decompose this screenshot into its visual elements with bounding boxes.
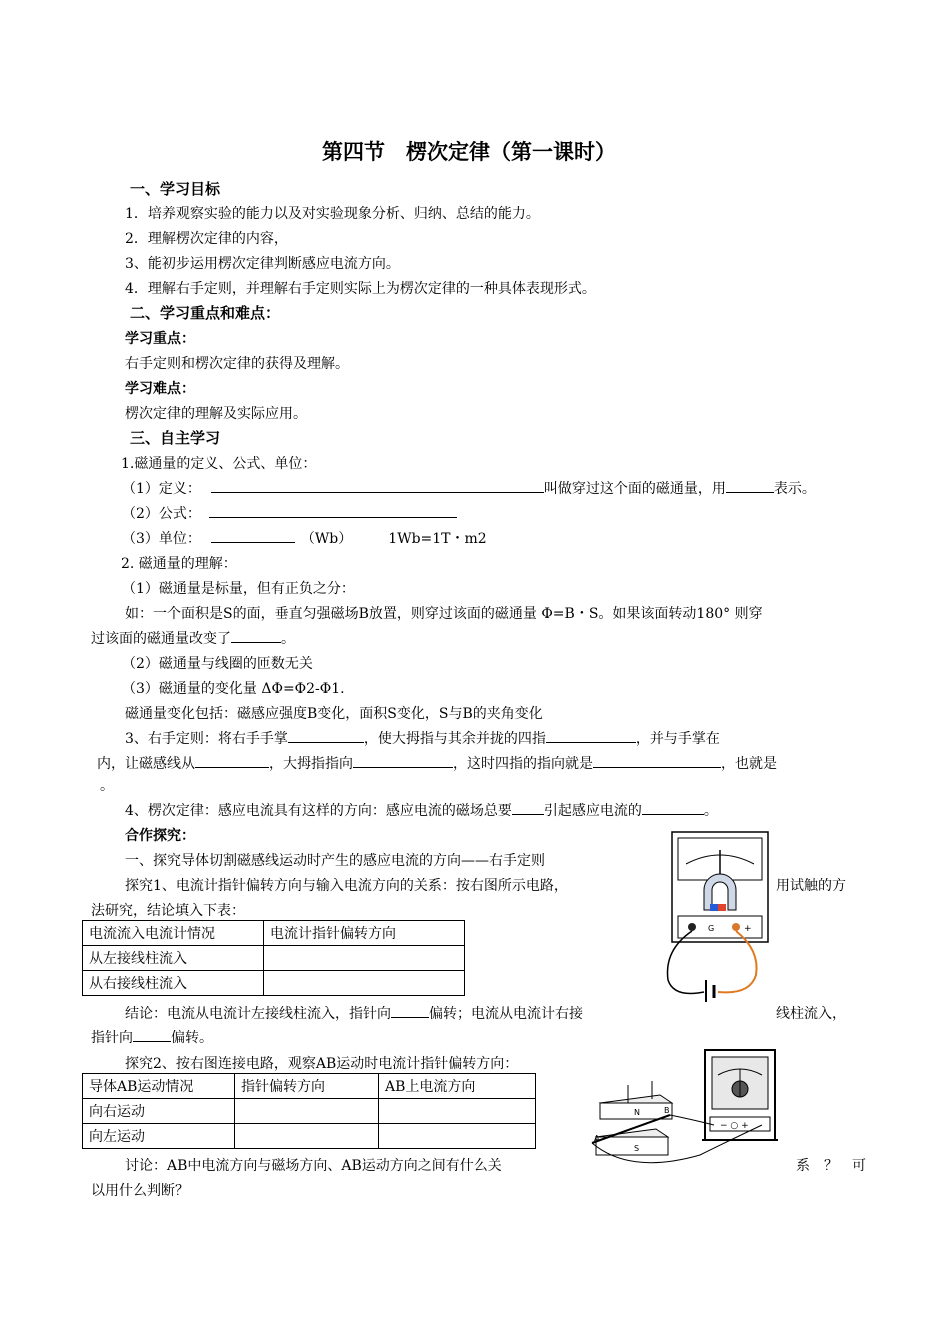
table-header: 导体AB运动情况 — [83, 1074, 235, 1099]
q1-unit: （3）单位： （Wb） 1Wb=1T・m2 — [122, 528, 487, 548]
blank-left-deflect[interactable] — [391, 1003, 429, 1018]
conclusion-line1b: 线柱流入， — [776, 1006, 846, 1022]
section-1-heading: 一、学习目标 — [130, 180, 221, 198]
south-label: S — [634, 1144, 640, 1153]
q2-change: （3）磁通量的变化量 ΔΦ=Φ2-Φ1. — [122, 681, 345, 697]
coop-intro: 一、探究导体切割磁感线运动时产生的感应电流的方向——右手定则 — [125, 853, 545, 869]
difficulties-text: 楞次定律的理解及实际应用。 — [125, 406, 307, 422]
page-title: 第四节 楞次定律（第一课时） — [322, 140, 616, 164]
q4-lenz: 4、楞次定律：感应电流具有这样的方向：感应电流的磁场总要 引起感应电流的 。 — [125, 800, 718, 820]
table-cell-input[interactable] — [264, 946, 465, 971]
difficulties-label: 学习难点： — [125, 381, 195, 397]
meter-label: G — [708, 924, 715, 933]
section-2-heading: 二、学习重点和难点： — [130, 304, 281, 322]
table-row — [83, 1124, 536, 1149]
conclusion-line2: 指针向 偏转。 — [91, 1027, 213, 1047]
table-header: 指针偏转方向 — [235, 1074, 379, 1099]
section-3-heading: 三、自主学习 — [130, 429, 221, 447]
table-header: 电流流入电流计情况 — [83, 921, 264, 946]
blank-flux-change[interactable] — [231, 628, 281, 643]
blank-oppose[interactable] — [512, 800, 544, 815]
table-cell-input[interactable] — [379, 1099, 536, 1124]
table-row — [83, 946, 465, 971]
blank-palm[interactable] — [288, 728, 364, 743]
explore1-text-c: 法研究，结论填入下表： — [91, 903, 245, 919]
q1-title: 1.磁通量的定义、公式、单位： — [121, 456, 317, 472]
table-cell: 向右运动 — [83, 1099, 235, 1124]
table-conductor-ab — [82, 1073, 536, 1149]
a-label: A — [594, 1134, 600, 1143]
blank-cause[interactable] — [642, 800, 704, 815]
blank-right-deflect[interactable] — [133, 1027, 171, 1042]
table-cell-input[interactable] — [264, 971, 465, 996]
table-cell-input[interactable] — [235, 1124, 379, 1149]
north-label: N — [634, 1108, 640, 1117]
q2-scalar: （1）磁通量是标量，但有正负之分： — [122, 581, 355, 597]
coop-heading: 合作探究： — [125, 828, 195, 844]
blank-current-direction[interactable] — [593, 753, 721, 768]
q3-line2: 内，让磁感线从 ，大拇指指向 ，这时四指的指向就是 ，也就是 — [97, 753, 777, 773]
table-header: AB上电流方向 — [379, 1074, 536, 1099]
blank-symbol[interactable] — [726, 478, 774, 493]
objective-1: 1．培养观察实验的能力以及对实验现象分析、归纳、总结的能力。 — [125, 206, 540, 222]
explore1-text-a: 探究1、电流计指针偏转方向与输入电流方向的关系：按右图所示电路， — [125, 878, 568, 894]
objective-4: 4．理解右手定则，并理解右手定则实际上为楞次定律的一种具体表现形式。 — [125, 281, 596, 297]
q3-line1: 3、右手定则：将右手手掌 ，使大拇指与其余并拢的四指 ，并与手掌在 — [125, 728, 720, 748]
explore2-text: 探究2、按右图连接电路，观察AB运动时电流计指针偏转方向： — [125, 1056, 519, 1072]
table-cell: 从左接线柱流入 — [83, 946, 264, 971]
discussion-b: 系 ？ 可 — [796, 1158, 866, 1174]
table-galvanometer — [82, 920, 465, 996]
key-points-label: 学习重点： — [125, 331, 195, 347]
table-row — [83, 1099, 536, 1124]
q2-turns: （2）磁通量与线圈的匝数无关 — [122, 656, 313, 672]
table-cell: 从右接线柱流入 — [83, 971, 264, 996]
blank-fingers[interactable] — [546, 728, 636, 743]
table-cell-input[interactable] — [235, 1099, 379, 1124]
blank-formula[interactable] — [209, 503, 457, 518]
table-cell-input[interactable] — [379, 1124, 536, 1149]
q2-title: 2. 磁通量的理解： — [121, 556, 237, 572]
q2-change-includes: 磁通量变化包括：磁感应强度B变化，面积S变化，S与B的夹角变化 — [125, 706, 543, 722]
key-points-text: 右手定则和楞次定律的获得及理解。 — [125, 356, 349, 372]
objective-2: 2．理解楞次定律的内容， — [125, 231, 288, 247]
table-header: 电流计指针偏转方向 — [264, 921, 465, 946]
q3-line3: 。 — [100, 778, 114, 794]
objective-3: 3、能初步运用楞次定律判断感应电流方向。 — [125, 256, 400, 272]
blank-field-lines[interactable] — [195, 753, 269, 768]
blank-unit[interactable] — [211, 528, 295, 543]
plus-sign: + — [744, 924, 752, 934]
galvanometer-circuit-figure — [660, 830, 780, 1010]
q2-example-line1: 如：一个面积是S的面，垂直匀强磁场B放置，则穿过该面的磁通量 Φ=B・S。如果该面转动180° 则穿 — [125, 606, 763, 622]
conclusion-line1a: 结论：电流从电流计左接线柱流入，指针向 偏转；电流从电流计右接 — [125, 1003, 583, 1023]
table-cell: 向左运动 — [83, 1124, 235, 1149]
q1-formula: （2）公式： — [122, 503, 457, 523]
blank-definition[interactable] — [211, 478, 544, 493]
magnet-conductor-figure — [590, 1045, 785, 1185]
q2-example-line2: 过该面的磁通量改变了 。 — [91, 628, 295, 648]
terminal-labels: − ○ + — [720, 1121, 749, 1131]
q1-definition: （1）定义： 叫做穿过这个面的磁通量，用 表示。 — [122, 478, 816, 498]
discussion-c: 以用什么判断？ — [91, 1183, 189, 1199]
b-label: B — [664, 1106, 670, 1115]
table-row — [83, 971, 465, 996]
blank-thumb[interactable] — [353, 753, 453, 768]
discussion-a: 讨论：AB中电流方向与磁场方向、AB运动方向之间有什么关 — [125, 1158, 502, 1174]
explore1-text-b: 用试触的方 — [776, 878, 846, 894]
